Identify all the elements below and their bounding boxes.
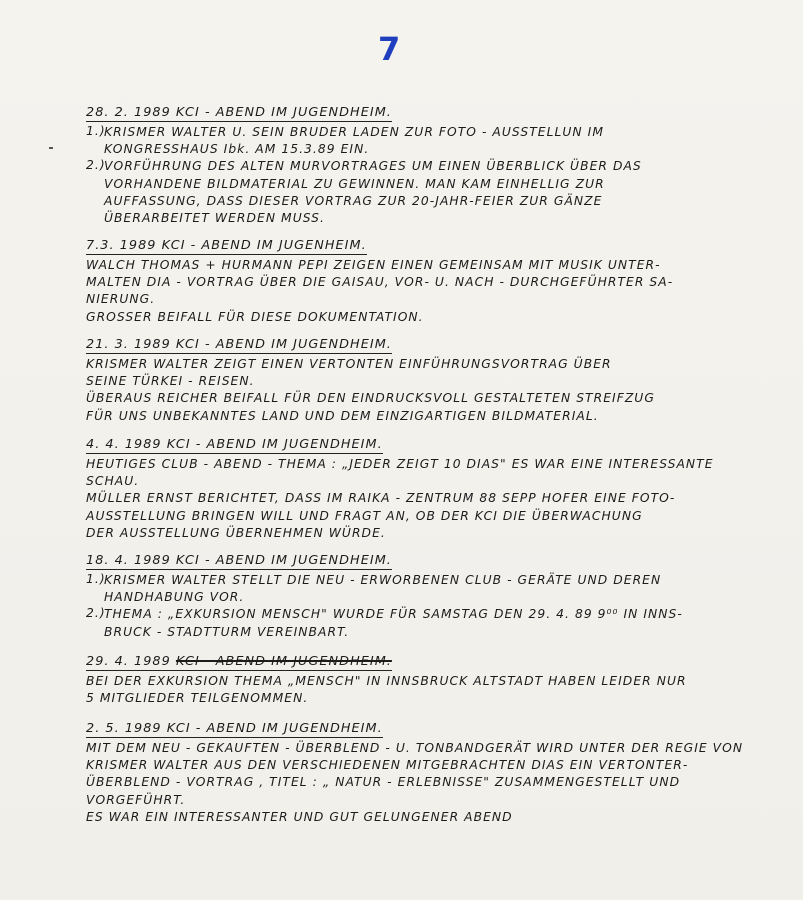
text-line: BRUCK - STADTTURM VEREINBART. [104,624,350,639]
text-line: KRISMER WALTER U. SEIN BRUDER LADEN ZUR FOTO - AUSSTELLUN IM [104,125,604,139]
entry-item [86,124,726,158]
text-line: KRISMER WALTER AUS DEN VERSCHIEDENEN MITGEBRACHTEN DIAS EIN VERTONTER- [86,758,689,773]
text-line: HEUTIGES CLUB - ABEND - THEMA : „JEDER ZEIGT 10 DIAS" ES WAR EINE INTERESSANTE [86,457,714,471]
entry-item [86,158,726,227]
text-line: AUFFASSUNG, DASS DIESER VORTRAG ZUR 20-JAHR-FEIER ZUR GÄNZE [104,193,603,208]
entry-1989-03-21 [86,336,726,425]
text-line: ES WAR EIN INTERESSANTER UND GUT GELUNGENER ABEND [86,809,513,824]
text-line: VORFÜHRUNG DES ALTEN MURVORTRAGES UM EINEN ÜBERBLICK ÜBER DAS [104,159,642,174]
entry-item [86,572,726,606]
text-line: VORHANDENE BILDMATERIAL ZU GEWINNEN. MAN KAM EINHELLIG ZUR [104,176,605,191]
entry-1989-04-29 [86,653,726,707]
entry-heading [86,653,392,671]
entry-heading: 4. 4. 1989 KCI - ABEND IM JUGENDHEIM. [86,437,383,452]
text-line: SEINE TÜRKEI - REISEN. [86,374,255,389]
text-line: DER AUSSTELLUNG ÜBERNEHMEN WÜRDE. [86,525,386,540]
entry-heading: 18. 4. 1989 KCI - ABEND IM JUGENDHEIM. [86,553,392,568]
text-line: MALTEN DIA - VORTRAG ÜBER DIE GAISAU, VOR- U. NACH - DURCHGEFÜHRTER SA- [86,275,674,290]
entry-heading: 28. 2. 1989 KCI - ABEND IM JUGENDHEIM. [86,105,392,120]
text-line: WALCH THOMAS + HURMANN PEPI ZEIGEN EINEN GEMEINSAM MIT MUSIK UNTER- [86,258,661,272]
text-line: SCHAU. [86,474,140,489]
heading-date: 29. 4. 1989 [86,654,176,669]
text-line: ÜBERARBEITET WERDEN MUSS. [104,211,326,226]
entry-heading: 21. 3. 1989 KCI - ABEND IM JUGENDHEIM. [86,337,392,352]
text-line: KRISMER WALTER STELLT DIE NEU - ERWORBENEN CLUB - GERÄTE UND DEREN [104,573,662,587]
item-number: 1.) [86,572,106,586]
entry-1989-04-18 [86,552,726,641]
text-line: GROSSER BEIFALL FÜR DIESE DOKUMENTATION. [86,309,424,324]
text-line: HANDHABUNG VOR. [104,590,245,605]
entry-1989-04-04 [86,436,726,542]
text-line: KRISMER WALTER ZEIGT EINEN VERTONTEN EINFÜHRUNGSVORTRAG ÜBER [86,357,612,371]
item-number: 1.) [86,124,106,138]
entry-1989-05-02 [86,720,744,826]
text-line: MÜLLER ERNST BERICHTET, DASS IM RAIKA - ZENTRUM 88 SEPP HOFER EINE FOTO- [86,491,676,506]
text-line: KONGRESSHAUS Ibk. AM 15.3.89 EIN. [104,142,370,157]
entry-item [86,606,726,640]
text-line: ÜBERAUS REICHER BEIFALL FÜR DEN EINDRUCKSVOLL GESTALTETEN STREIFZUG [86,391,655,406]
stray-pen-mark [49,147,53,149]
entry-heading: 7.3. 1989 KCI - ABEND IM JUGENHEIM. [86,238,367,253]
text-line: NIERUNG. [86,292,156,307]
page-number: 7 [378,30,401,68]
entry-1989-02-28 [86,104,726,227]
text-line: MIT DEM NEU - GEKAUFTEN - ÜBERBLEND - U. TONBANDGERÄT WIRD UNTER DER REGIE VON [86,741,744,755]
text-line: 5 MITGLIEDER TEILGENOMMEN. [86,691,309,706]
heading-struck-text: KCI - ABEND IM JUGENDHEIM. [175,654,392,669]
text-line: FÜR UNS UNBEKANNTES LAND UND DEM EINZIGARTIGEN BILDMATERIAL. [86,408,599,423]
text-line: THEMA : „EXKURSION MENSCH" WURDE FÜR SAMSTAG DEN 29. 4. 89 9⁰⁰ IN INNS- [104,607,683,622]
entry-1989-03-07 [86,237,726,326]
text-line: BEI DER EXKURSION THEMA „MENSCH" IN INNSBRUCK ALTSTADT HABEN LEIDER NUR [86,674,687,688]
text-line: VORGEFÜHRT. [86,792,186,807]
entry-heading: 2. 5. 1989 KCI - ABEND IM JUGENDHEIM. [86,721,383,736]
item-number: 2.) [86,606,106,621]
item-number: 2.) [86,158,106,173]
text-line: AUSSTELLUNG BRINGEN WILL UND FRAGT AN, OB DER KCI DIE ÜBERWACHUNG [86,508,643,523]
text-line: ÜBERBLEND - VORTRAG , TITEL : „ NATUR - ERLEBNISSE" ZUSAMMENGESTELLT UND [86,775,681,790]
